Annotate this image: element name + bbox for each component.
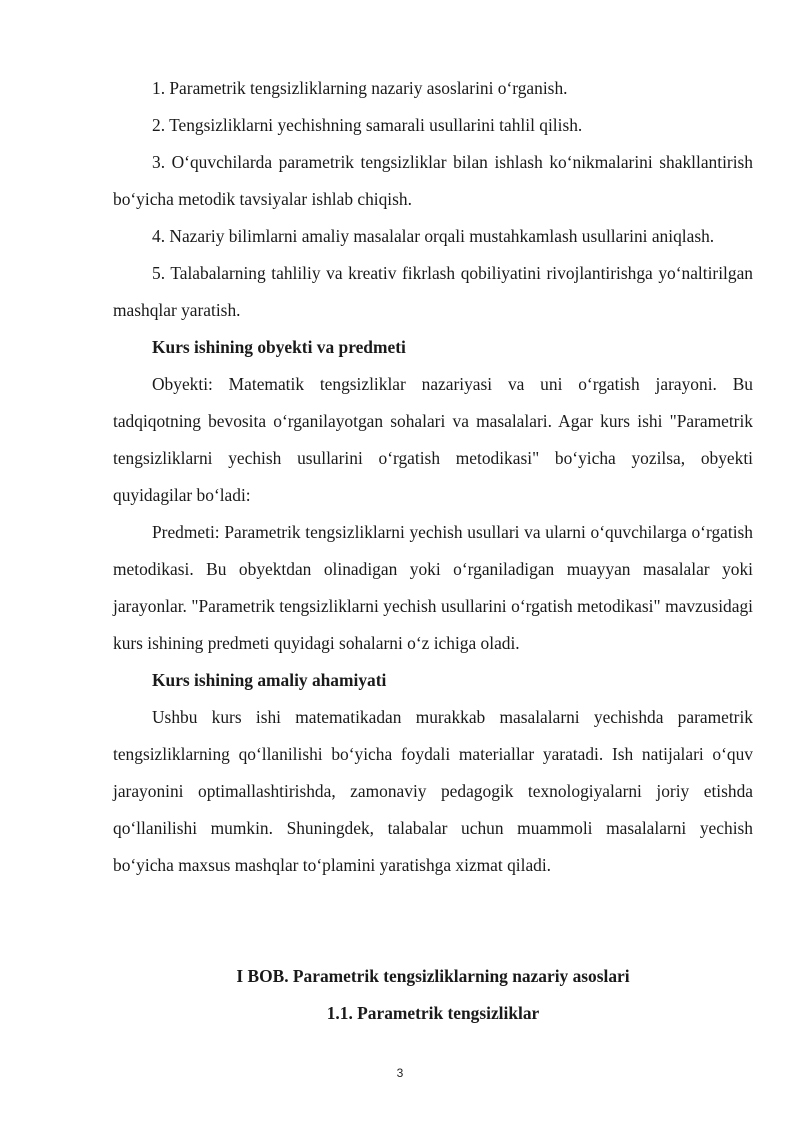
section-spacer [113, 884, 753, 958]
objective-item-4: 4. Nazariy bilimlarni amaliy masalalar orqali mustahkamlash usullarini aniqlash. [152, 226, 715, 246]
object-section-heading: Kurs ishining obyekti va predmeti [152, 337, 406, 357]
objective-item-1: 1. Parametrik tengsizliklarning nazariy asoslarini o‘rganish. [152, 78, 568, 98]
document-page [113, 70, 753, 1032]
practical-section-heading: Kurs ishining amaliy ahamiyati [152, 670, 387, 690]
objective-item-2: 2. Tengsizliklarni yechishning samarali usullarini tahlil qilish. [152, 115, 583, 135]
practical-paragraph: Ushbu kurs ishi matematikadan murakkab masalalarni yechishda parametrik tengsizliklarning qo‘llanilishi bo‘yicha foydali materiallar yaratadi. Ish natijalari o‘quv jarayonini optimallashtirishda, zamonaviy pedagogik texnologiyalarni joriy etishda qo‘llanilishi mumkin. Shuningdek, talabalar uchun muammoli masalalarni yechish bo‘yicha maxsus mashqlar to‘plamini yaratishga xizmat qiladi. [113, 707, 753, 875]
subject-paragraph: Predmeti: Parametrik tengsizliklarni yechish usullari va ularni o‘quvchilarga o‘rgatish metodikasi. Bu obyektdan olinadigan yoki o‘rganiladigan muayyan masalalar yoki jarayonlar. "Parametrik tengsizliklarni yechish usullarini o‘rgatish metodikasi" mavzusidagi kurs ishining predmeti quyidagi sohalarni o‘z ichiga oladi. [113, 522, 753, 653]
objective-item-3: 3. O‘quvchilarda parametrik tengsizliklar bilan ishlash ko‘nikmalarini shakllantirish bo‘yicha metodik tavsiyalar ishlab chiqish. [113, 152, 753, 209]
object-paragraph: Obyekti: Matematik tengsizliklar nazariyasi va uni o‘rgatish jarayoni. Bu tadqiqotning bevosita o‘rganilayotgan sohalari va masalalari. Agar kurs ishi "Parametrik tengsizliklarni yechish usullarini o‘rgatish metodikasi" bo‘yicha yozilsa, obyekti quyidagilar bo‘ladi: [113, 374, 753, 505]
page-number: 3 [396, 1066, 404, 1080]
chapter-title: I BOB. Parametrik tengsizliklarning nazariy asoslari [236, 966, 630, 986]
objective-item-5: 5. Talabalarning tahliliy va kreativ fikrlash qobiliyatini rivojlantirishga yo‘naltirilgan mashqlar yaratish. [113, 263, 753, 320]
chapter-subtitle: 1.1. Parametrik tengsizliklar [326, 1003, 540, 1023]
